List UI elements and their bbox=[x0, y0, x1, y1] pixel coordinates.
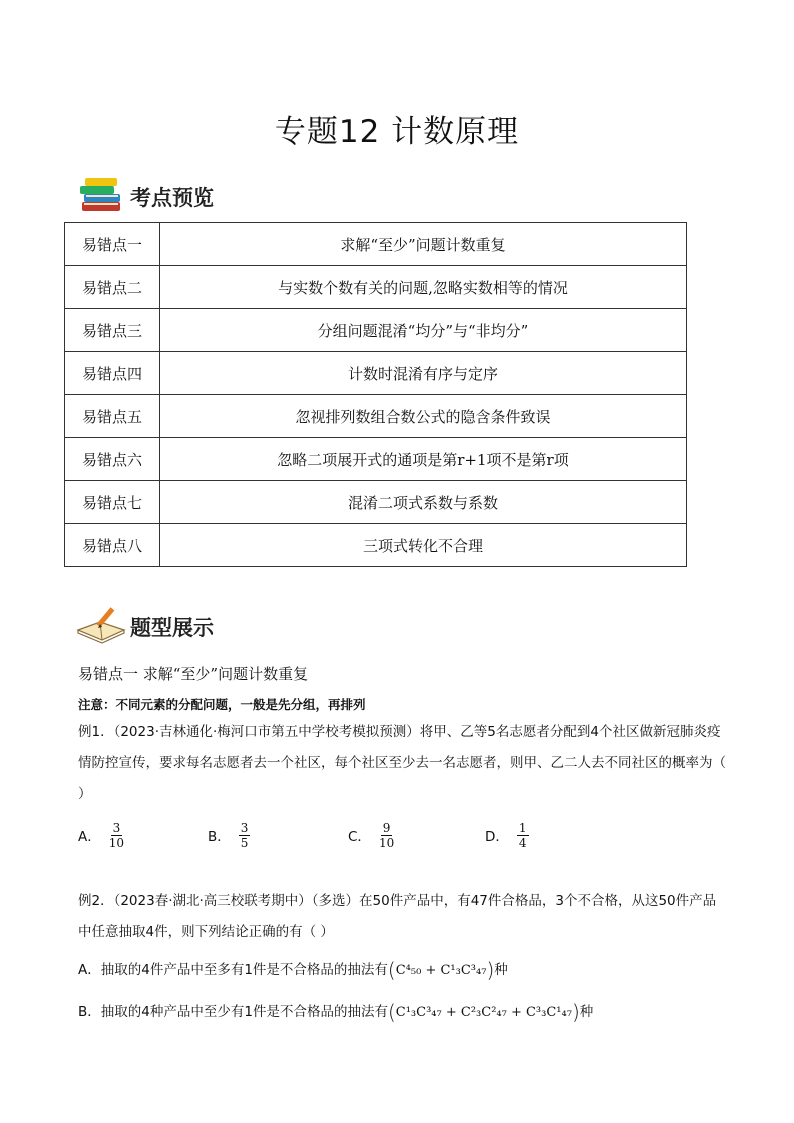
error-point-description: 混淆二项式系数与系数 bbox=[160, 481, 687, 524]
formula: C⁴₅₀ + C¹₃C³₄₇ bbox=[395, 963, 487, 978]
option-b bbox=[208, 818, 250, 852]
error-point-description: 忽视排列数组合数公式的隐含条件致误 bbox=[160, 395, 687, 438]
error-point-description: 忽略二项展开式的通项是第r+1项不是第r项 bbox=[160, 438, 687, 481]
denominator: 5 bbox=[240, 835, 249, 850]
error-point-label: 易错点三 bbox=[65, 309, 160, 352]
error-points-table bbox=[64, 222, 687, 567]
error-point-label: 易错点二 bbox=[65, 266, 160, 309]
error-point-label: 易错点六 bbox=[65, 438, 160, 481]
table-row bbox=[65, 266, 687, 309]
option-a bbox=[78, 818, 124, 852]
fraction bbox=[239, 821, 251, 850]
formula: C¹₃C³₄₇ + C²₃C²₄₇ + C³₃C¹₄₇ bbox=[395, 1005, 572, 1020]
numerator: 9 bbox=[382, 820, 391, 835]
error-point-label: 易错点五 bbox=[65, 395, 160, 438]
table-row bbox=[65, 481, 687, 524]
option-letter: A． bbox=[78, 829, 101, 845]
error-point-description: 计数时混淆有序与定序 bbox=[160, 352, 687, 395]
table-row bbox=[65, 352, 687, 395]
table-row bbox=[65, 438, 687, 481]
table-row bbox=[65, 309, 687, 352]
error-point-label: 易错点一 bbox=[65, 223, 160, 266]
book-pencil-icon bbox=[76, 602, 128, 646]
denominator: 10 bbox=[108, 835, 125, 850]
section-heading: 考点预览 bbox=[130, 186, 214, 210]
subheading: 易错点一 求解“至少”问题计数重复 bbox=[78, 665, 309, 683]
error-point-label: 易错点四 bbox=[65, 352, 160, 395]
option-suffix: 种 bbox=[579, 1004, 594, 1020]
error-point-label: 易错点八 bbox=[65, 524, 160, 567]
fraction bbox=[379, 821, 394, 850]
section-heading: 题型展示 bbox=[130, 616, 214, 640]
option-text: B．抽取的4种产品中至少有1件是不合格品的抽法有 bbox=[78, 1004, 388, 1020]
option-c bbox=[348, 818, 394, 852]
numerator: 1 bbox=[518, 820, 527, 835]
example-2-text: 例2．（2023春·湖北·高三校联考期中）（多选）在50件产品中，有47件合格品，3个不合格，从这50件产品中任意抽取4件，则下列结论正确的有（ ） bbox=[78, 893, 717, 940]
example-2-option-b: B．抽取的4种产品中至少有1件是不合格品的抽法有(C¹₃C³₄₇ + C²₃C²₄₇ + C³₃C¹₄₇)种 bbox=[78, 1000, 594, 1024]
option-letter: D． bbox=[485, 829, 509, 845]
table-row bbox=[65, 524, 687, 567]
fraction bbox=[109, 821, 124, 850]
error-point-description: 三项式转化不合理 bbox=[160, 524, 687, 567]
error-point-label: 易错点七 bbox=[65, 481, 160, 524]
option-d bbox=[485, 818, 529, 852]
denominator: 10 bbox=[378, 835, 395, 850]
note: 注意：不同元素的分配问题，一般是先分组，再排列 bbox=[78, 697, 366, 712]
error-point-description: 与实数个数有关的问题,忽略实数相等的情况 bbox=[160, 266, 687, 309]
error-point-description: 求解“至少”问题计数重复 bbox=[160, 223, 687, 266]
numerator: 3 bbox=[112, 820, 121, 835]
numerator: 3 bbox=[240, 820, 249, 835]
option-text: A．抽取的4件产品中至多有1件是不合格品的抽法有 bbox=[78, 962, 388, 978]
section-header-preview bbox=[76, 170, 214, 216]
option-letter: C． bbox=[348, 829, 371, 845]
table-row bbox=[65, 395, 687, 438]
example-1-text: 例1．（2023·吉林通化·梅河口市第五中学校考模拟预测）将甲、乙等5名志愿者分配到4个社区做新冠肺炎疫情防控宣传，要求每名志愿者去一个社区，每个社区至少去一名志愿者，则甲、乙二人去不同社区的概率为（ ） bbox=[78, 724, 726, 802]
section-header-examples bbox=[76, 600, 214, 646]
example-2-option-a: A．抽取的4件产品中至多有1件是不合格品的抽法有(C⁴₅₀ + C¹₃C³₄₇)种 bbox=[78, 958, 508, 982]
table-row bbox=[65, 223, 687, 266]
option-letter: B． bbox=[208, 829, 231, 845]
books-icon bbox=[76, 172, 128, 216]
denominator: 4 bbox=[518, 835, 527, 850]
page-title: 专题12 计数原理 bbox=[274, 114, 520, 150]
error-point-description: 分组问题混淆“均分”与“非均分” bbox=[160, 309, 687, 352]
example-1-options bbox=[78, 818, 678, 852]
option-suffix: 种 bbox=[494, 962, 508, 978]
fraction bbox=[517, 821, 529, 850]
